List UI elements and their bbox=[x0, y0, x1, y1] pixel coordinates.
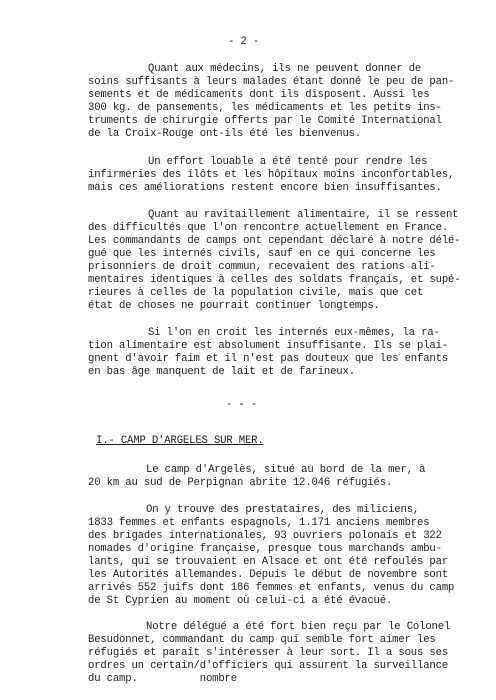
paragraph-line: Besudonnet, commandant du camp qui semble fort aimer les bbox=[88, 634, 436, 646]
paragraph-line: prisonniers de droit commun, recevaient des rations ali- bbox=[88, 261, 436, 273]
paragraph-line: Les commandants de camps ont cependant déclaré à notre délé- bbox=[88, 235, 461, 247]
paragraph-line: rieures à celles de la population civile, mais que cet bbox=[88, 287, 424, 299]
paragraph-line: soins suffisants à leurs malades étant donné le peu de pan- bbox=[88, 76, 455, 88]
section-separator: - - - bbox=[226, 399, 258, 411]
paragraph-line: des difficultés que l'on rencontre actuellement en France. bbox=[88, 222, 449, 234]
paragraph-line: Quant aux médecins, ils ne peuvent donner de bbox=[148, 63, 422, 75]
paragraph-line: 20 km au sud de Perpignan abrite 12.046 réfugiés. bbox=[88, 477, 393, 489]
paragraph-line: Si l'on en croit les internés eux-mêmes, la ra- bbox=[148, 327, 440, 339]
paragraph-line: sements et de médicaments dont ils disposent. Aussi les bbox=[88, 89, 430, 101]
paragraph-line: nomades d'origine française, presque tous marchands ambu- bbox=[88, 543, 442, 555]
paragraph-line: Notre délégué a été fort bien reçu par le Colonel bbox=[146, 621, 451, 633]
paragraph-line: tion alimentaire est absolument insuffisante. Ils se plai- bbox=[88, 340, 449, 352]
page-number: - 2 - bbox=[228, 36, 260, 48]
paragraph-line: ordres un certain/d'officiers qui assurent la surveillance bbox=[88, 660, 449, 672]
paragraph-line: Le camp d'Argelès, situé au bord de la mer, à bbox=[146, 464, 426, 476]
paragraph-line: des brigades internationales, 93 ouvriers polonais et 322 bbox=[88, 530, 442, 542]
paragraph-line: On y trouve des prestataires, des miliciens, bbox=[146, 504, 420, 516]
paragraph-line: de St Cyprien au moment où celui-ci a été évacué. bbox=[88, 595, 393, 607]
paragraph-line: en bas âge manquent de lait et de farineux. bbox=[88, 366, 355, 378]
paragraph-line: Quant au ravitaillement alimentaire, il se ressent bbox=[148, 209, 459, 221]
paragraph-line: 300 kg. de pansements, les médicaments et les petits ins- bbox=[88, 102, 442, 114]
paragraph-line: gué que les internés civils, sauf en ce qui concerne les bbox=[88, 248, 436, 260]
paragraph-line: infirmeries des îlôts et les hôpitaux moins inconfortables, bbox=[88, 169, 455, 181]
paragraph-line: mais ces améliorations restent encore bien insuffisantes. bbox=[88, 182, 442, 194]
section-title: I.- CAMP D'ARGELES SUR MER. bbox=[96, 435, 264, 447]
paragraph-line: du camp. nombre bbox=[88, 673, 237, 685]
paragraph-line: lants, qui se trouvaient en Alsace et ont été refoulés par bbox=[88, 556, 449, 568]
paragraph-line: 1833 femmes et enfants espagnols, 1.171 anciens membres bbox=[88, 517, 430, 529]
paragraph-line: truments de chirurgie offerts par le Comité International bbox=[88, 115, 442, 127]
paragraph-line: état de choses ne pourrait continuer longtemps. bbox=[88, 300, 380, 312]
paragraph-line: Un effort louable a été tenté pour rendre les bbox=[148, 156, 428, 168]
paragraph-line: de la Croix-Rouge ont-ils été les bienvenus. bbox=[88, 128, 362, 140]
paragraph-line: réfugiés et paraît s'intéresser à leur sort. Il a sous ses bbox=[88, 647, 449, 659]
paragraph-line: les Autorités allemandes. Depuis le début de novembre sont bbox=[88, 569, 449, 581]
paragraph-line: mentaires identiques à celles des soldats français, et supé- bbox=[88, 274, 461, 286]
paragraph-line: arrivés 552 juifs dont 186 femmes et enfants, venus du camp bbox=[88, 582, 455, 594]
paragraph-line: gnent d'avoir faim et il n'est pas douteux que les enfants bbox=[88, 353, 449, 365]
